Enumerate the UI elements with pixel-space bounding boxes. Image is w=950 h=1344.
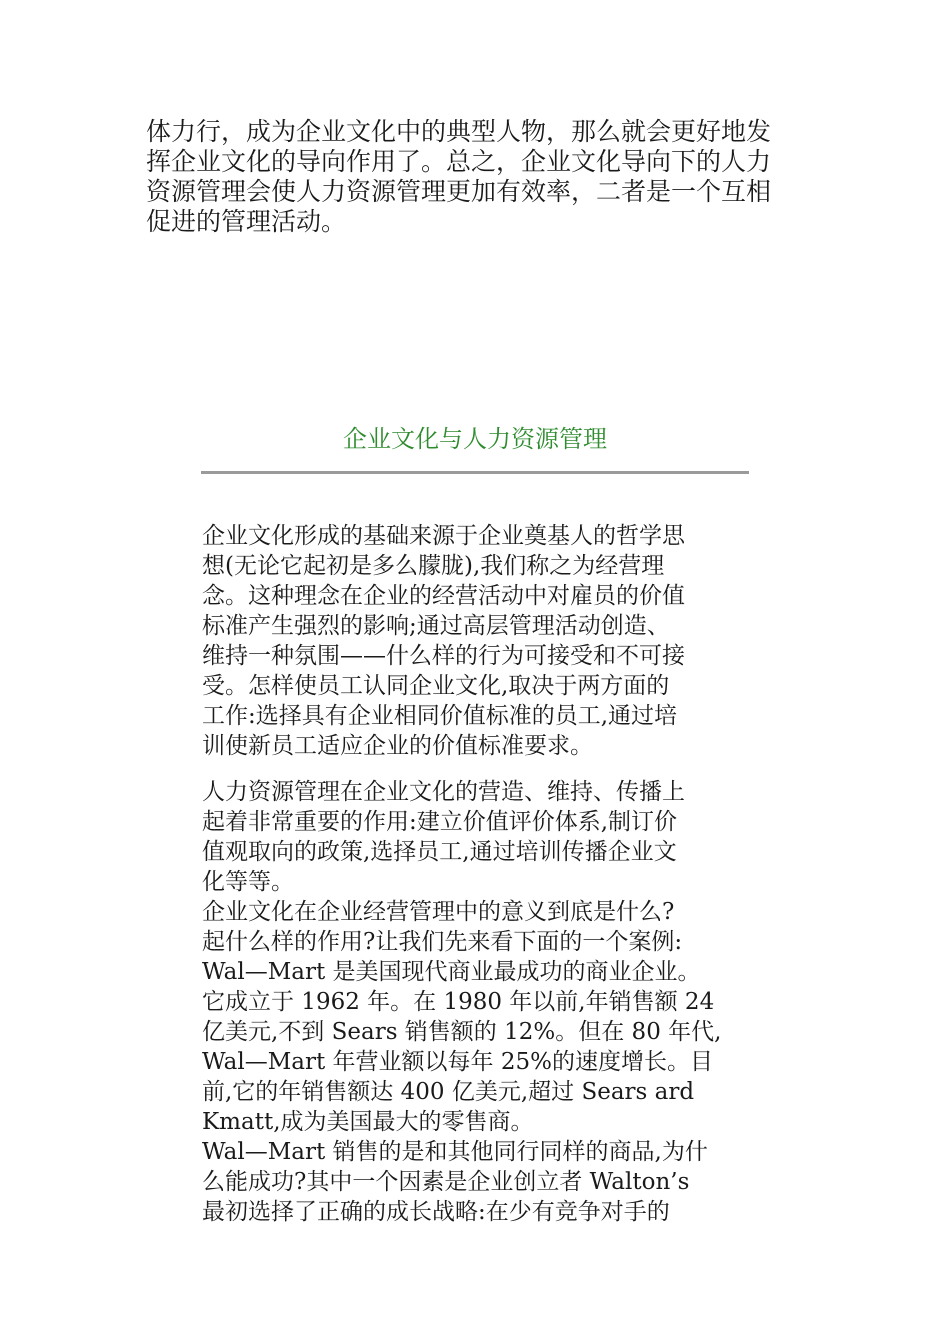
title-divider — [201, 471, 749, 474]
body-paragraph-2: 人力资源管理在企业文化的营造、维持、传播上 起着非常重要的作用:建立价值评价体系,制订价 值观取向的政策,选择员工,通过培训传播企业文 化等等。 企业文化在企业经营管理中的意义到底是什么? 起什么样的作用?让我们先来看下面的一个案例: Wal—Mart 是美国现代商业最成功的商业企业。 它成立于 1962 年。在 1980 年以前,年销售额 24 亿美元,不到 Sears 销售额的 12%。但在 80 年代, Wal—Mart 年营业额以每年 25%的速度增长。目 前,它的年销售额达 400 亿美元,超过 Sears ard Kmatt,成为美国最大的零售商。 Wal—Mart 销售的是和其他同行同样的商品,为什 么能成功?其中一个因素是企业创立者 Walton’s 最初选择了正确的成长战略:在少有竞争对手的 — [202, 779, 722, 1225]
article-title: 企业文化与人力资源管理 — [343, 425, 607, 453]
body-paragraph-1: 企业文化形成的基础来源于企业奠基人的哲学思 想(无论它起初是多么朦胧),我们称之为经营理 念。这种理念在企业的经营活动中对雇员的价值 标准产生强烈的影响;通过高层管理活动创造、 维持一种氛围——什么样的行为可接受和不可接 受。怎样使员工认同企业文化,取决于两方面的 工作:选择具有企业相同价值标准的员工,通过培 训使新员工适应企业的价值标准要求。 — [202, 523, 685, 759]
intro-paragraph: 体力行，成为企业文化中的典型人物，那么就会更好地发 挥企业文化的导向作用了。总之，企业文化导向下的人力 资源管理会使人力资源管理更加有效率，二者是一个互相 促进的管理活动。 — [146, 117, 772, 236]
